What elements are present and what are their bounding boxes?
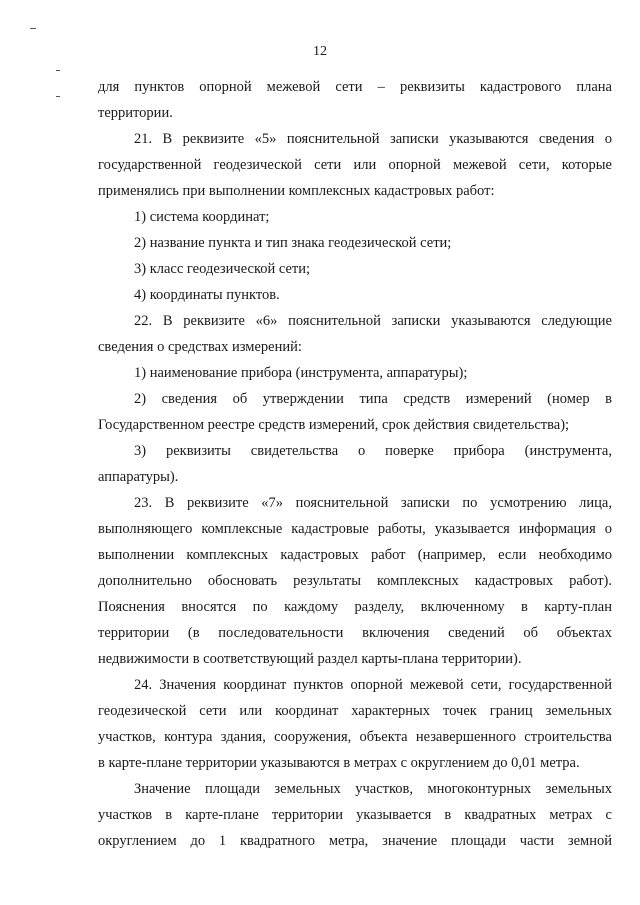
- list-item: 1) наименование прибора (инструмента, аппаратуры);: [134, 365, 468, 381]
- list-item: 2) сведения об утверждении типа средств измерений (номер в: [134, 391, 612, 407]
- list-item: 4) координаты пунктов.: [134, 287, 280, 303]
- text-line: участков в карте-плане территории указывается в квадратных метрах с: [98, 807, 612, 823]
- text-line: Значение площади земельных участков, многоконтурных земельных: [134, 781, 612, 797]
- list-item: 3) класс геодезической сети;: [134, 261, 311, 277]
- text-line: округлением до 1 квадратного метра, значение площади части земной: [98, 833, 612, 849]
- text-line: участков, контура здания, сооружения, объекта незавершенного строительства: [98, 729, 612, 745]
- text-line: аппаратуры).: [98, 469, 179, 485]
- scan-mark-middle: [56, 70, 60, 71]
- scan-mark-top: [30, 28, 36, 29]
- text-line: для пунктов опорной межевой сети – реквизиты кадастрового плана: [98, 79, 612, 95]
- text-line: 23. В реквизите «7» пояснительной записки по усмотрению лица,: [134, 495, 612, 511]
- text-line: Пояснения вносятся по каждому разделу, включенному в карту-план: [98, 599, 612, 615]
- text-line: территории (в последовательности включения сведений об объектах: [98, 625, 612, 641]
- text-line: применялись при выполнении комплексных кадастровых работ:: [98, 183, 495, 199]
- text-line: сведения о средствах измерений:: [98, 339, 302, 355]
- text-line: выполнении комплексных кадастровых работ (например, если необходимо: [98, 547, 612, 563]
- page-number: 12: [313, 44, 327, 59]
- text-line: 21. В реквизите «5» пояснительной записки указываются сведения о: [134, 131, 612, 147]
- text-line: государственной геодезической сети или опорной межевой сети, которые: [98, 157, 612, 173]
- text-line: Государственном реестре средств измерений, срок действия свидетельства);: [98, 417, 570, 433]
- text-line: 22. В реквизите «6» пояснительной записки указываются следующие: [134, 313, 612, 329]
- text-line: геодезической сети или координат характерных точек границ земельных: [98, 703, 612, 719]
- text-line: дополнительно обосновать результаты комплексных кадастровых работ).: [98, 573, 612, 589]
- list-item: 1) система координат;: [134, 209, 270, 225]
- scan-mark-bottom: [56, 96, 60, 97]
- text-line: в карте-плане территории указываются в метрах с округлением до 0,01 метра.: [98, 755, 580, 771]
- text-line: 24. Значения координат пунктов опорной межевой сети, государственной: [134, 677, 612, 693]
- text-line: территории.: [98, 105, 173, 121]
- text-line: выполняющего комплексные кадастровые работы, указывается информация о: [98, 521, 612, 537]
- text-line: недвижимости в соответствующий раздел карты-плана территории).: [98, 651, 522, 667]
- list-item: 3) реквизиты свидетельства о поверке прибора (инструмента,: [134, 443, 612, 459]
- list-item: 2) название пункта и тип знака геодезической сети;: [134, 235, 452, 251]
